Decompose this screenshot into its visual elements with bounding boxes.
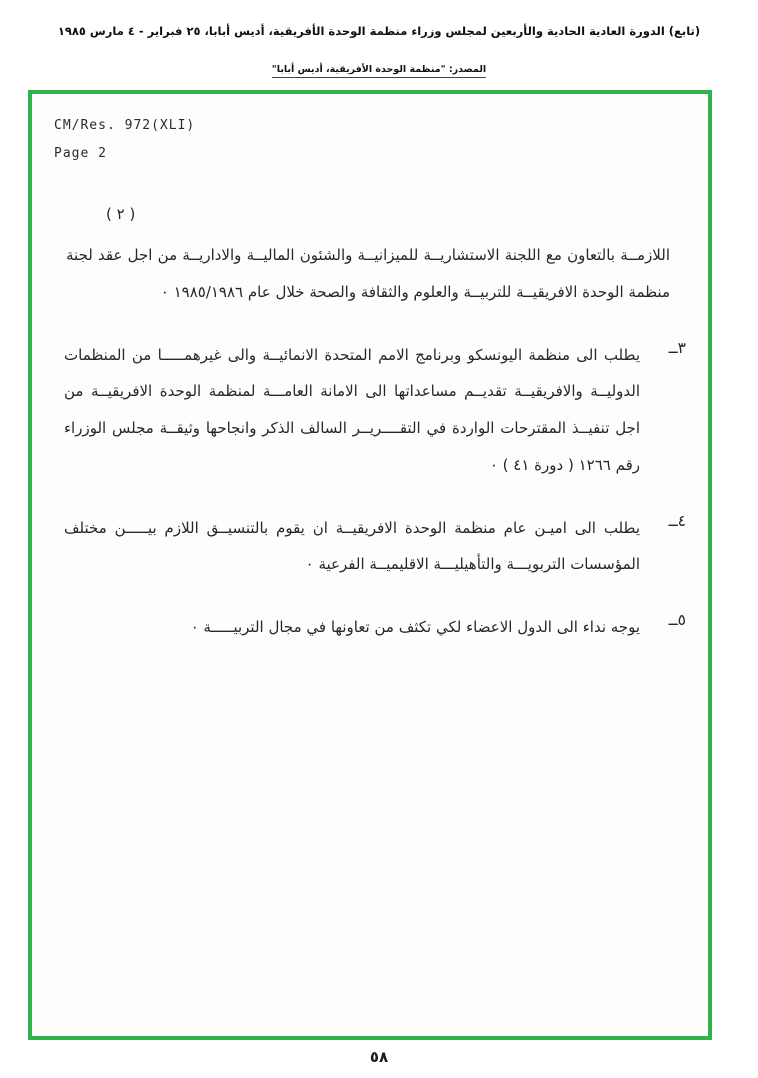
resolution-item-5 [54,609,686,646]
item-text: يوجه نداء الى الدول الاعضاء لكي تكثف من تعاونها في مجال التربيـــــة ٠ [190,618,640,636]
resolution-item-3 [54,337,686,484]
scan-frame [28,90,712,1040]
item-number: ٣ــ [668,338,686,357]
footer-page-number: ٥٨ [369,1048,389,1066]
page-header [0,24,758,78]
document-reference: CM/Res. 972(XLI) [54,118,196,133]
continuation-paragraph: اللازمــة بالتعاون مع اللجنة الاستشاريــة للميزانيــة والشئون الماليــة والاداريــة من اجل عقد لجنة منظمة الوحدة الافريقيــة للتربيــة والعلوم والثقافة والصحة خلال عام ١٩٨٥/١٩٨٦ ٠ [66,246,670,301]
header-session-title: (تابع) الدورة العادية الحادية والأربعين لمجلس وزراء منظمة الوحدة الأفريقية، أديس أبابا، ٢٥ فبراير - ٤ مارس ١٩٨٥ [57,24,701,38]
resolution-item-4 [54,510,686,584]
item-text: يطلب الى منظمة اليونسكو وبرنامج الامم المتحدة الانمائيــة والى غيرهمـــــا من المنظمات الدوليــة والافريقيــة تقديــم مساعداتها الى الامانة العامـــة لمنظمة الوحدة الافريقيــة من اجل تنفيــذ المقترحات الواردة في التقــــريــر السالف الذكر وانجاحها وثيقــة مجلس الوزراء رقم ١٢٦٦ ( دورة ٤١ ) ٠ [64,345,640,474]
subitem-2-marker: ( ٢ ) [106,205,136,223]
item-number: ٤ــ [668,511,686,530]
item-number: ٥ــ [668,611,686,629]
item-text: يطلب الى اميـن عام منظمة الوحدة الافريقيــة ان يقوم بالتنسيــق اللازم بيـــــن مختلف المؤسسات التربويـــة والتأهيليـــة الاقليميــة الفرعية ٠ [64,518,640,574]
header-source-line: المصدر: "منظمة الوحدة الأفريقية، أديس أبابا" [272,64,486,78]
document-page-label: Page 2 [54,146,107,161]
